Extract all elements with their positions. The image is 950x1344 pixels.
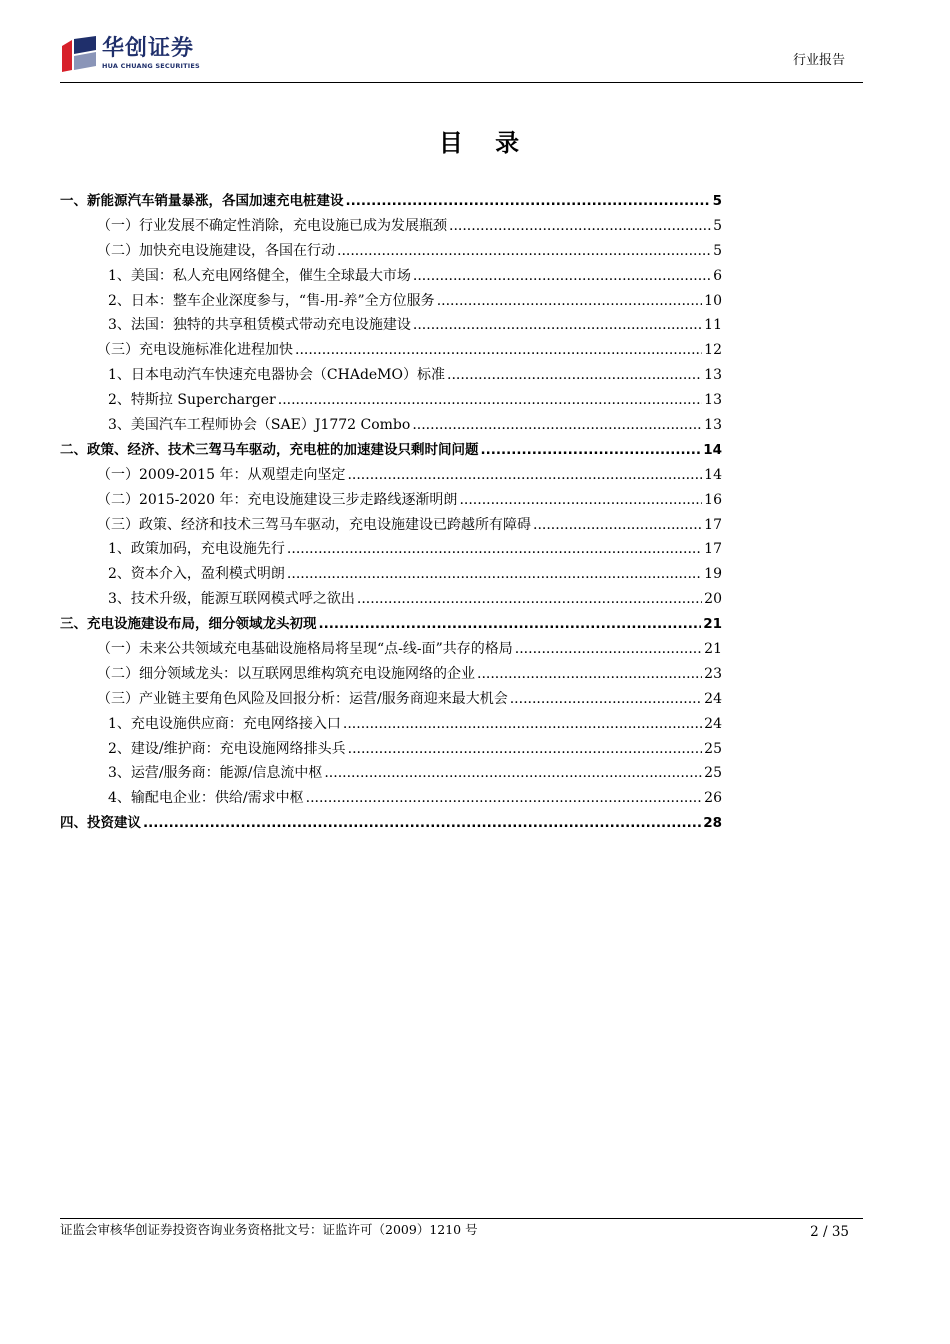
toc-entry[interactable] <box>60 788 722 813</box>
toc-entry-title: （二）2015-2020 年：充电设施建设三步走路线逐渐明朗 <box>97 491 458 508</box>
toc-dot-leader <box>295 340 702 360</box>
footer-license: 证监会审核华创证券投资咨询业务资格批文号：证监许可（2009）1210 号 <box>60 1222 478 1237</box>
toc-dot-leader <box>459 490 702 510</box>
toc-entry-page: 28 <box>703 815 722 832</box>
toc-entry[interactable] <box>60 340 722 365</box>
toc-entry-title: 2、建设/维护商：充电设施网络排头兵 <box>108 740 346 757</box>
toc-entry[interactable] <box>60 763 722 788</box>
toc-entry-page: 19 <box>704 566 722 583</box>
document-type: 行业报告 <box>792 53 845 68</box>
toc-entry-title: （二）细分领域龙头：以互联网思维构筑充电设施网络的企业 <box>97 665 475 682</box>
toc-entry-title: 1、美国：私人充电网络健全，催生全球最大市场 <box>108 267 411 284</box>
toc-dot-leader <box>481 440 702 460</box>
toc-entry[interactable] <box>60 365 722 390</box>
toc-entry-page: 24 <box>704 690 722 707</box>
toc-entry[interactable] <box>60 739 722 764</box>
page-title: 目 录 <box>438 129 532 157</box>
toc-entry[interactable] <box>60 241 722 266</box>
toc-entry-title: 四、投资建议 <box>60 815 141 832</box>
footer-divider <box>60 1218 863 1219</box>
toc-dot-leader <box>449 216 711 236</box>
toc-entry-page: 5 <box>713 242 722 259</box>
toc-dot-leader <box>287 564 702 584</box>
toc-entry-title: 3、美国汽车工程师协会（SAE）J1772 Combo <box>108 417 411 434</box>
toc-entry[interactable] <box>60 415 722 440</box>
page-header <box>60 30 863 82</box>
toc-dot-leader <box>477 664 702 684</box>
company-logo <box>60 36 250 78</box>
toc-entry-title: 三、充电设施建设布局，细分领域龙头初现 <box>60 616 317 633</box>
toc-entry-title: 1、充电设施供应商：充电网络接入口 <box>108 715 341 732</box>
toc-entry-title: （三）充电设施标准化进程加快 <box>97 342 293 359</box>
toc-dot-leader <box>348 739 703 759</box>
toc-dot-leader <box>324 763 702 783</box>
logo-name: 华创证券 <box>102 36 195 61</box>
toc-entry-title: 2、特斯拉 Supercharger <box>108 392 276 409</box>
toc-entry-title: 3、法国：独特的共享租赁模式带动充电设施建设 <box>108 317 411 334</box>
toc-entry-title: 2、资本介入，盈利模式明朗 <box>108 566 285 583</box>
toc-dot-leader <box>347 465 702 485</box>
toc-entry-page: 12 <box>704 342 722 359</box>
toc-entry-page: 16 <box>704 491 722 508</box>
logo-subtitle: HUA CHUANG SECURITIES <box>102 62 200 70</box>
toc-entry-page: 13 <box>704 417 722 434</box>
toc-dot-leader <box>357 589 702 609</box>
toc-entry-page: 14 <box>703 441 722 458</box>
toc-entry-title: 3、技术升级，能源互联网模式呼之欲出 <box>108 591 355 608</box>
toc-entry[interactable] <box>60 465 722 490</box>
toc-entry-title: 1、政策加码，充电设施先行 <box>108 541 285 558</box>
toc-entry-page: 25 <box>704 740 722 757</box>
toc-entry-page: 11 <box>704 317 722 334</box>
toc-entry-page: 13 <box>704 392 722 409</box>
toc-dot-leader <box>413 315 702 335</box>
toc-dot-leader <box>510 689 702 709</box>
toc-entry-title: （一）行业发展不确定性消除，充电设施已成为发展瓶颈 <box>97 217 447 234</box>
toc-entry-title: 3、运营/服务商：能源/信息流中枢 <box>108 765 323 782</box>
toc-dot-leader <box>306 788 703 808</box>
toc-entry-page: 6 <box>713 267 722 284</box>
toc-entry[interactable] <box>60 664 722 689</box>
toc-entry[interactable] <box>60 714 722 739</box>
toc-entry[interactable] <box>60 315 722 340</box>
toc-dot-leader <box>143 813 701 833</box>
toc-entry-title: （一）未来公共领域充电基础设施格局将呈现“点-线-面”共存的格局 <box>97 641 513 658</box>
toc-entry-page: 21 <box>703 616 722 633</box>
toc-entry-title: 一、新能源汽车销量暴涨，各国加速充电桩建设 <box>60 193 344 209</box>
toc-entry-title: （二）加快充电设施建设，各国在行动 <box>97 242 335 259</box>
toc-entry-page: 17 <box>704 541 722 558</box>
toc-dot-leader <box>412 415 702 435</box>
header-divider <box>60 82 863 83</box>
toc-entry-title: （三）产业链主要角色风险及回报分析：运营/服务商迎来最大机会 <box>97 690 508 707</box>
toc-entry-page: 10 <box>704 292 722 309</box>
toc-entry[interactable] <box>60 440 722 465</box>
toc-dot-leader <box>437 291 702 311</box>
toc-entry[interactable] <box>60 614 722 639</box>
toc-entry-page: 5 <box>713 217 722 234</box>
toc-dot-leader <box>278 390 702 410</box>
table-of-contents <box>60 191 722 838</box>
toc-entry[interactable] <box>60 390 722 415</box>
toc-entry-page: 17 <box>704 516 722 533</box>
toc-entry[interactable] <box>60 515 722 540</box>
toc-dot-leader <box>319 614 702 634</box>
toc-entry[interactable] <box>60 589 722 614</box>
toc-entry-title: （一）2009-2015 年：从观望走向坚定 <box>97 466 346 483</box>
toc-entry-page: 13 <box>704 367 722 384</box>
toc-dot-leader <box>515 639 702 659</box>
toc-entry-page: 23 <box>704 665 722 682</box>
toc-dot-leader <box>287 539 702 559</box>
toc-entry-page: 5 <box>712 193 722 209</box>
toc-entry[interactable] <box>60 813 722 838</box>
page-number: 2 / 35 <box>810 1224 849 1240</box>
toc-entry-page: 24 <box>704 715 722 732</box>
toc-entry-page: 25 <box>704 765 722 782</box>
toc-entry[interactable] <box>60 639 722 664</box>
toc-dot-leader <box>447 365 702 385</box>
toc-entry[interactable] <box>60 490 722 515</box>
toc-entry-title: 二、政策、经济、技术三驾马车驱动，充电桩的加速建设只剩时间问题 <box>60 441 479 458</box>
toc-dot-leader <box>337 241 711 261</box>
toc-dot-leader <box>533 515 702 535</box>
toc-entry-page: 14 <box>704 466 722 483</box>
toc-dot-leader <box>346 191 711 211</box>
toc-dot-leader <box>413 266 711 286</box>
toc-entry[interactable] <box>60 689 722 714</box>
toc-entry-title: 1、日本电动汽车快速充电器协会（CHAdeMO）标准 <box>108 367 445 384</box>
toc-entry-page: 26 <box>704 790 722 807</box>
toc-entry[interactable] <box>60 216 722 241</box>
toc-entry[interactable] <box>60 191 722 216</box>
toc-entry-title: 2、日本：整车企业深度参与，“售-用-养”全方位服务 <box>108 292 435 309</box>
toc-entry[interactable] <box>60 291 722 316</box>
toc-entry-title: （三）政策、经济和技术三驾马车驱动，充电设施建设已跨越所有障碍 <box>97 516 531 533</box>
toc-entry[interactable] <box>60 539 722 564</box>
toc-entry-title: 4、输配电企业：供给/需求中枢 <box>108 790 304 807</box>
toc-entry-page: 21 <box>704 641 722 658</box>
logo-mark-icon <box>60 36 98 74</box>
toc-entry-page: 20 <box>704 591 722 608</box>
toc-dot-leader <box>343 714 702 734</box>
toc-entry[interactable] <box>60 266 722 291</box>
toc-entry[interactable] <box>60 564 722 589</box>
